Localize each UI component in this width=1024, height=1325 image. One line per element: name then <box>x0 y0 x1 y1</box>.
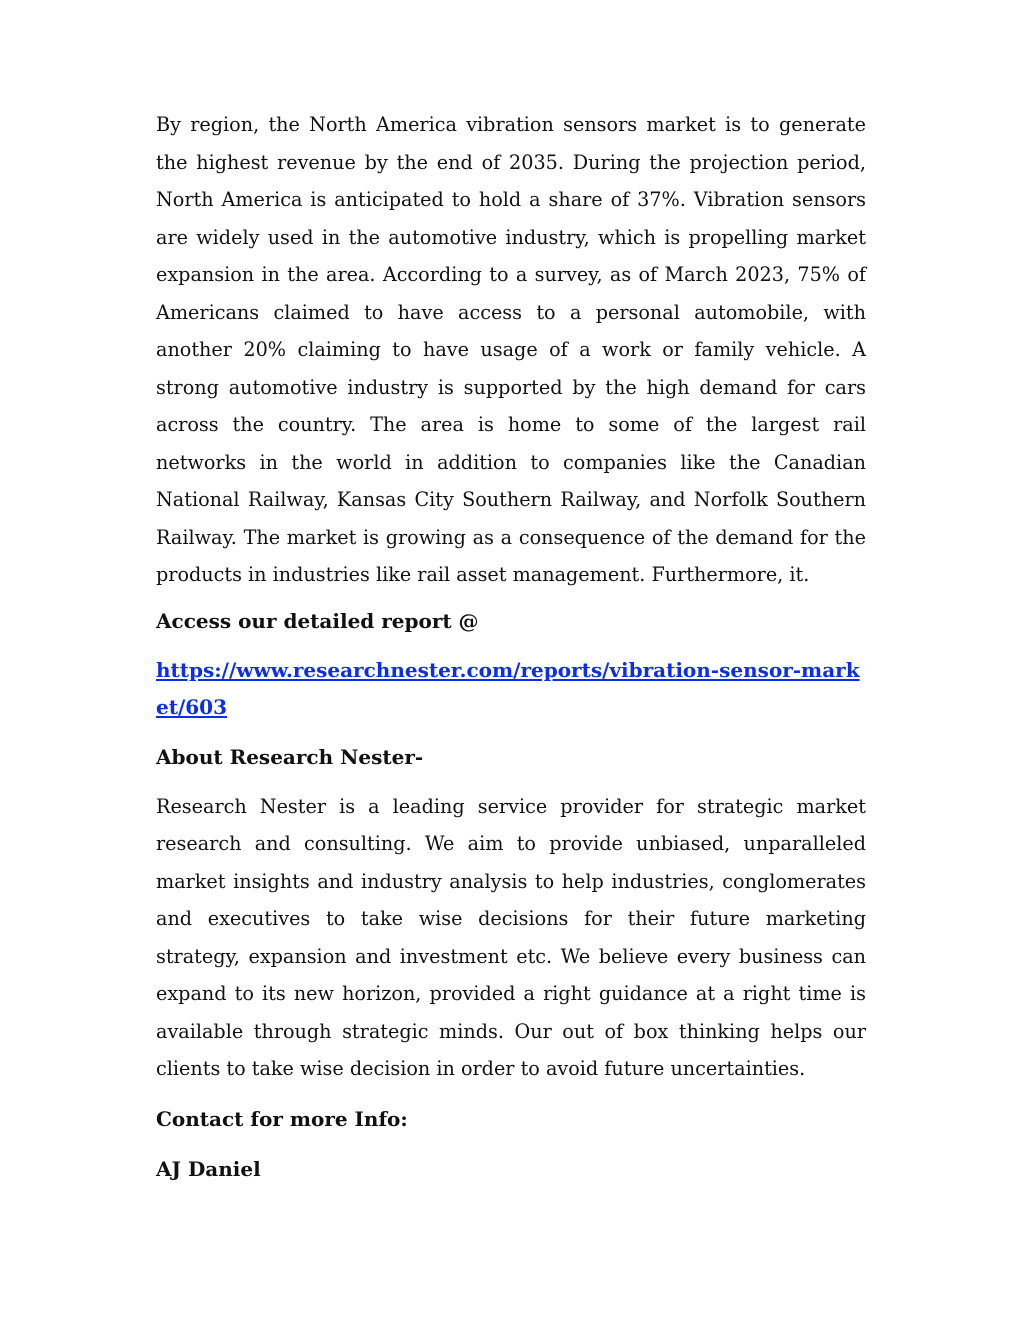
about-heading: About Research Nester- <box>156 744 424 769</box>
contact-name: AJ Daniel <box>156 1156 261 1181</box>
report-link[interactable]: https://www.researchnester.com/reports/vibration-sensor-market/603 <box>156 657 860 719</box>
contact-heading: Contact for more Info: <box>156 1106 408 1131</box>
document-page <box>156 106 866 1188</box>
region-paragraph: By region, the North America vibration sensors market is to generate the highest revenue by the end of 2035. During the projection period, North America is anticipated to hold a share of 37%. Vibration sensors are widely used in the automotive industry, which is propelling market expansion in the area. According to a survey, as of March 2023, 75% of Americans claimed to have access to a personal automobile, with another 20% claiming to have usage of a work or family vehicle. A strong automotive industry is supported by the high demand for cars across the country. The area is home to some of the largest rail networks in the world in addition to companies like the Canadian National Railway, Kansas City Southern Railway, and Norfolk Southern Railway. The market is growing as a consequence of the demand for the products in industries like rail asset management. Furthermore, it. <box>156 113 866 586</box>
about-paragraph: Research Nester is a leading service provider for strategic market research and consulting. We aim to provide unbiased, unparalleled market insights and industry analysis to help industries, conglomerates and executives to take wise decisions for their future marketing strategy, expansion and investment etc. We believe every business can expand to its new horizon, provided a right guidance at a right time is available through strategic minds. Our out of box thinking helps our clients to take wise decision in order to avoid future uncertainties. <box>156 794 866 1080</box>
report-link-paragraph <box>156 652 866 727</box>
access-report-heading: Access our detailed report @ <box>156 608 479 633</box>
